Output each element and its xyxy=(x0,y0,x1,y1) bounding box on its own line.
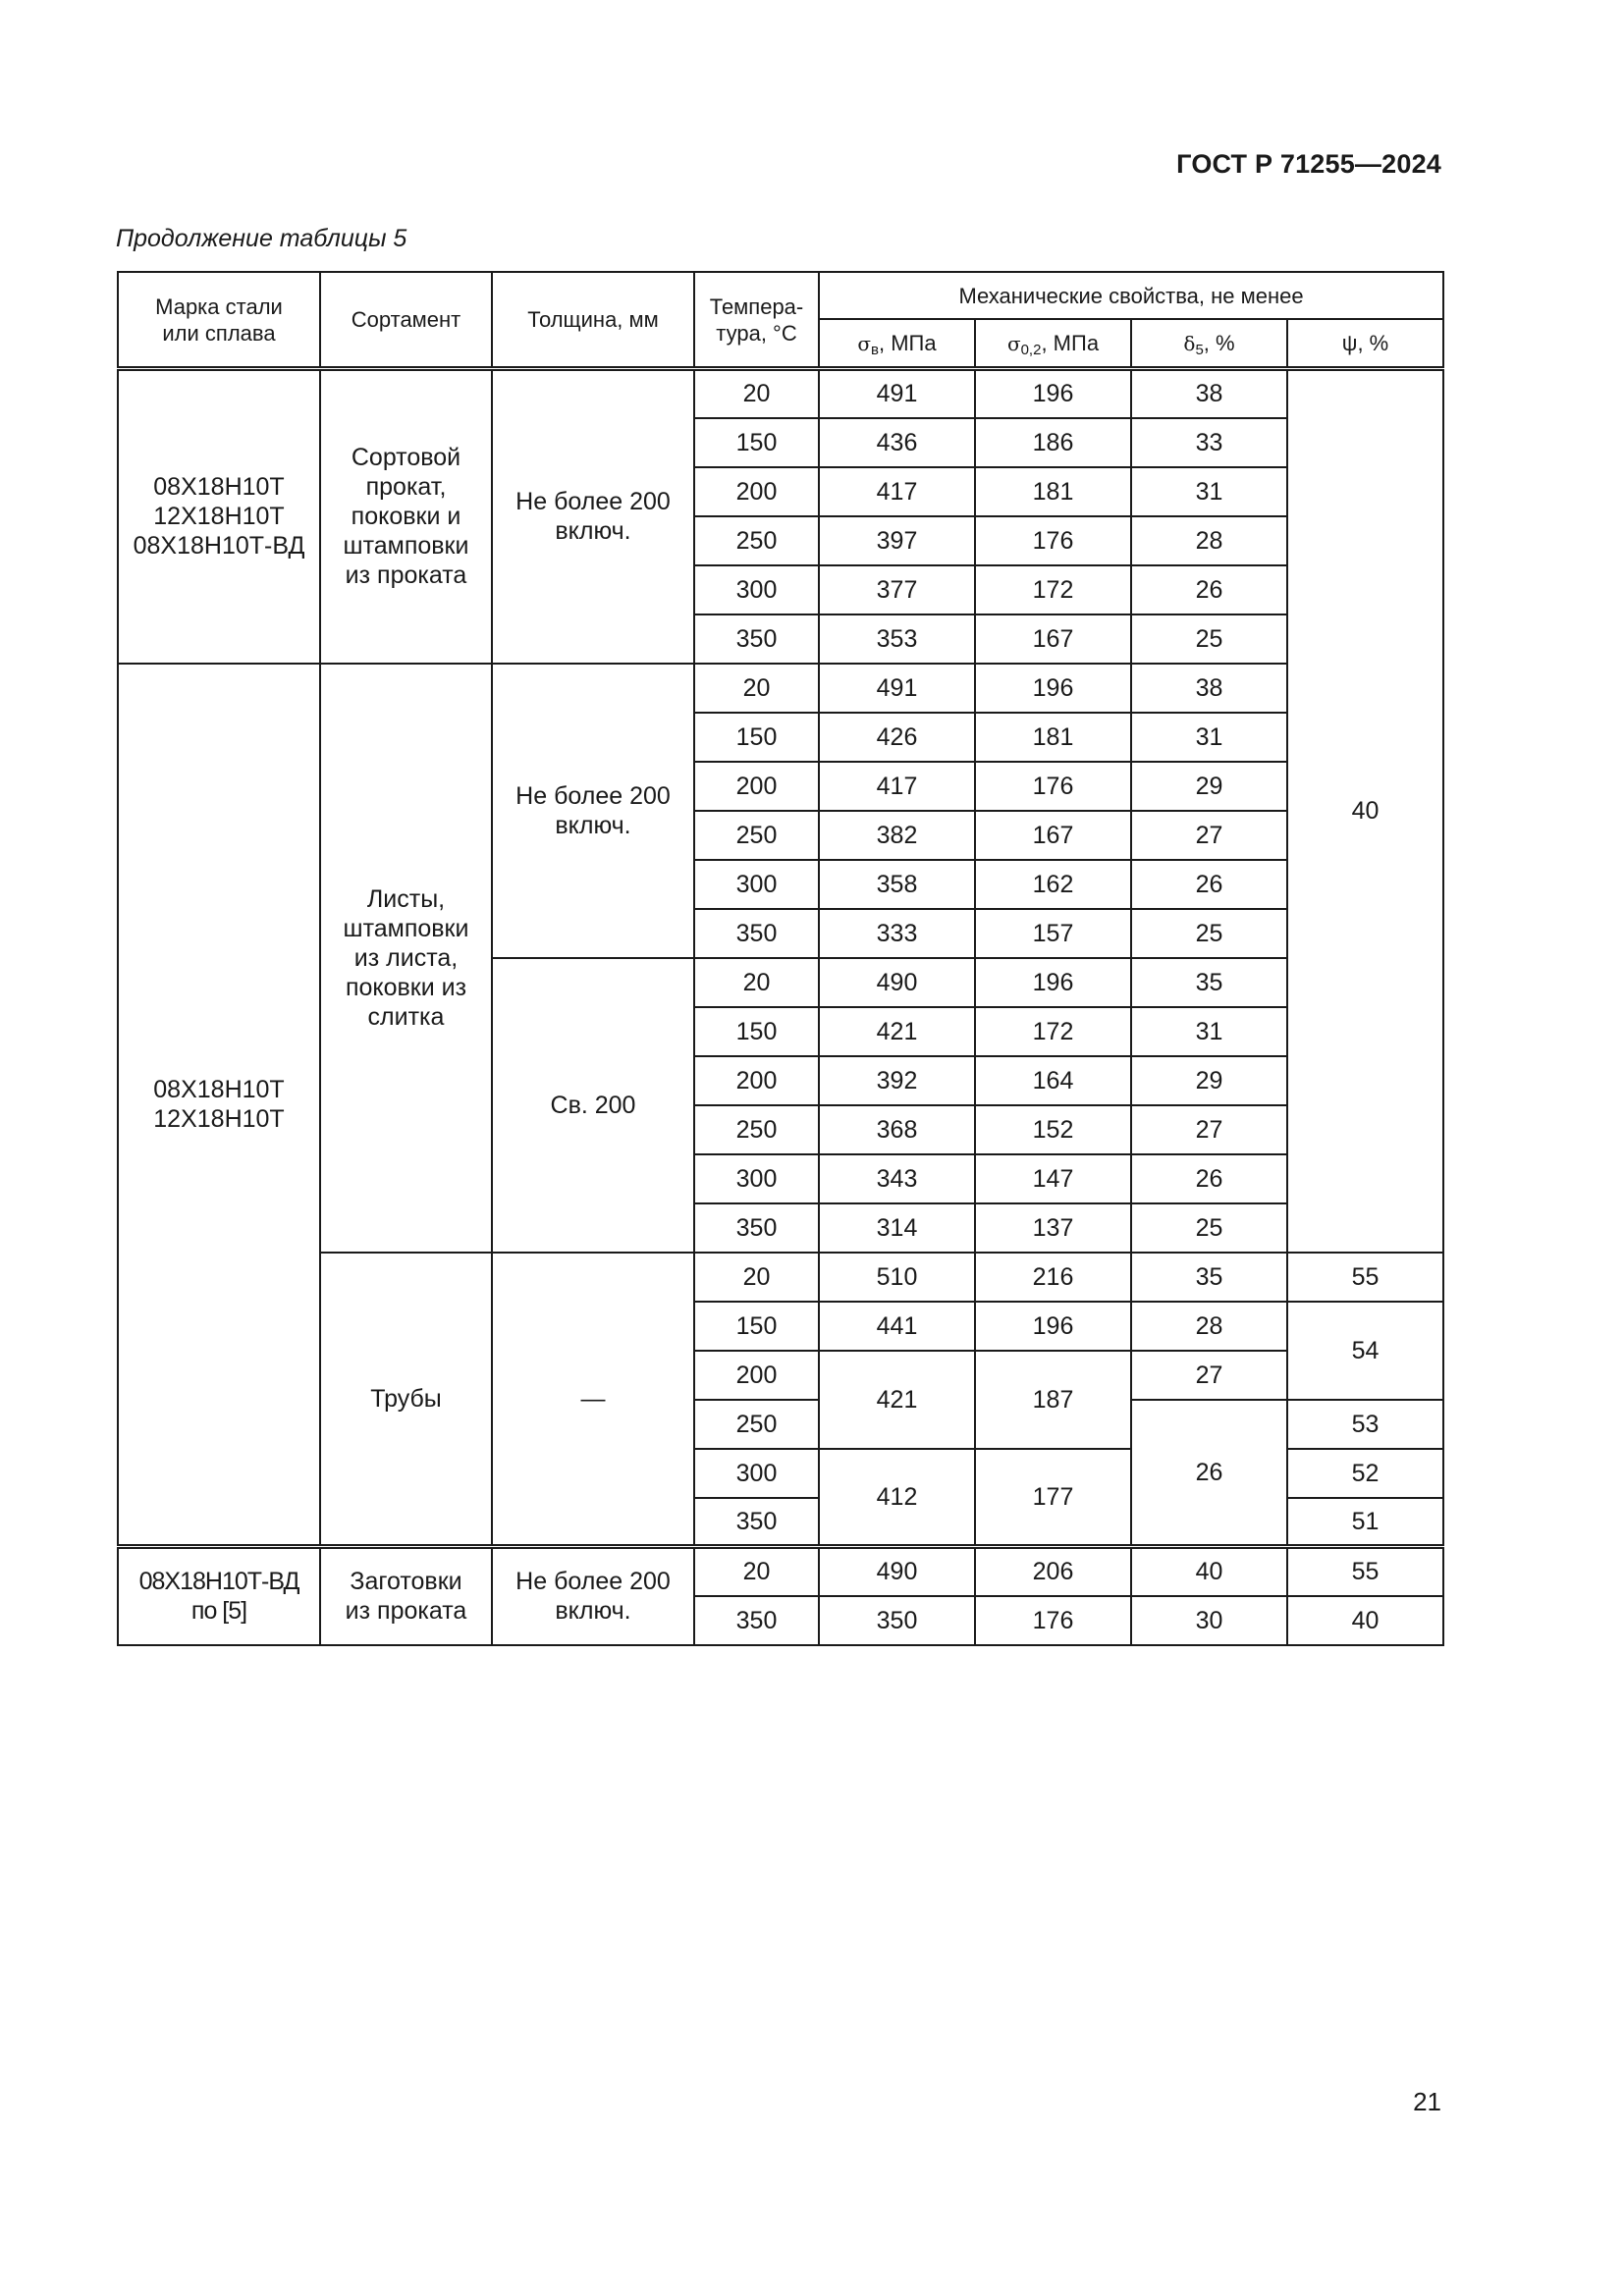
sigma-b-cell: 333 xyxy=(819,909,975,958)
temp-cell: 150 xyxy=(694,418,819,467)
temp-cell: 20 xyxy=(694,1253,819,1302)
psi-merged-cell: 40 xyxy=(1287,369,1443,1253)
header-grade: Марка стали или сплава xyxy=(118,272,320,369)
sigma-02-cell: 164 xyxy=(975,1056,1131,1105)
sigma-02-cell: 196 xyxy=(975,1302,1131,1351)
delta-cell: 28 xyxy=(1131,516,1287,565)
sigma-b-cell: 350 xyxy=(819,1596,975,1645)
sigma-02-cell: 137 xyxy=(975,1203,1131,1253)
grade-cell: 08Х18Н10Т 12Х18Н10Т 08Х18Н10Т-ВД xyxy=(118,369,320,664)
sigma-symbol: σ xyxy=(1006,331,1021,355)
sigma-02-cell: 176 xyxy=(975,762,1131,811)
sigma-b-cell: 314 xyxy=(819,1203,975,1253)
psi-cell: 52 xyxy=(1287,1449,1443,1498)
temp-cell: 20 xyxy=(694,664,819,713)
temp-cell: 300 xyxy=(694,565,819,614)
thickness-cell: Не более 200 включ. xyxy=(492,369,694,664)
temp-cell: 350 xyxy=(694,1498,819,1547)
header-thickness: Толщина, мм xyxy=(492,272,694,369)
delta-cell: 38 xyxy=(1131,369,1287,418)
psi-label: ψ, % xyxy=(1341,331,1389,355)
sigma-02-cell: 162 xyxy=(975,860,1131,909)
header-sigma-b xyxy=(819,319,975,369)
temp-cell: 300 xyxy=(694,860,819,909)
table-caption: Продолжение таблицы 5 xyxy=(116,225,407,252)
sigma-b-cell: 377 xyxy=(819,565,975,614)
sigma-02-unit: , МПа xyxy=(1041,330,1100,355)
temp-cell: 20 xyxy=(694,1547,819,1596)
sigma-02-cell: 177 xyxy=(975,1449,1131,1547)
sigma-02-cell: 206 xyxy=(975,1547,1131,1596)
standard-code: ГОСТ Р 71255—2024 xyxy=(1176,149,1441,179)
page-number: 21 xyxy=(1413,2087,1441,2116)
sigma-symbol: σ xyxy=(857,331,872,355)
sigma-02-cell: 216 xyxy=(975,1253,1131,1302)
delta-cell: 25 xyxy=(1131,1203,1287,1253)
sigma-02-cell: 172 xyxy=(975,565,1131,614)
delta-symbol: δ xyxy=(1183,331,1196,355)
temp-cell: 150 xyxy=(694,1302,819,1351)
assortment-cell: Сортовой прокат, поковки и штамповки из проката xyxy=(320,369,492,664)
delta-cell: 35 xyxy=(1131,958,1287,1007)
sigma-02-cell: 196 xyxy=(975,664,1131,713)
psi-cell: 55 xyxy=(1287,1253,1443,1302)
thickness-cell: Св. 200 xyxy=(492,958,694,1253)
temp-cell: 250 xyxy=(694,1400,819,1449)
sigma-b-cell: 368 xyxy=(819,1105,975,1154)
delta-cell: 26 xyxy=(1131,860,1287,909)
sigma-b-unit: , МПа xyxy=(879,330,937,355)
sigma-02-cell: 172 xyxy=(975,1007,1131,1056)
delta-cell: 38 xyxy=(1131,664,1287,713)
delta-cell: 33 xyxy=(1131,418,1287,467)
assortment-cell: Заготовки из проката xyxy=(320,1547,492,1645)
delta-cell: 31 xyxy=(1131,1007,1287,1056)
sigma-02-cell: 181 xyxy=(975,467,1131,516)
grade-cell: 08Х18Н10Т 12Х18Н10Т xyxy=(118,664,320,1547)
psi-cell: 54 xyxy=(1287,1302,1443,1400)
sigma-02-cell: 167 xyxy=(975,811,1131,860)
thickness-cell: — xyxy=(492,1253,694,1547)
sigma-b-cell: 392 xyxy=(819,1056,975,1105)
delta-cell: 31 xyxy=(1131,467,1287,516)
sigma-b-cell: 358 xyxy=(819,860,975,909)
thickness-cell: Не более 200 включ. xyxy=(492,664,694,958)
temp-cell: 350 xyxy=(694,614,819,664)
sigma-b-cell: 417 xyxy=(819,762,975,811)
delta-unit: , % xyxy=(1203,330,1235,355)
delta-cell: 27 xyxy=(1131,811,1287,860)
sigma-b-cell: 426 xyxy=(819,713,975,762)
delta-cell: 25 xyxy=(1131,909,1287,958)
delta-cell: 29 xyxy=(1131,1056,1287,1105)
sigma-b-cell: 382 xyxy=(819,811,975,860)
sigma-02-cell: 167 xyxy=(975,614,1131,664)
header-psi xyxy=(1287,319,1443,369)
delta-cell: 25 xyxy=(1131,614,1287,664)
temp-cell: 300 xyxy=(694,1449,819,1498)
sigma-b-cell: 436 xyxy=(819,418,975,467)
sigma-b-cell: 412 xyxy=(819,1449,975,1547)
psi-cell: 53 xyxy=(1287,1400,1443,1449)
psi-cell: 40 xyxy=(1287,1596,1443,1645)
delta-cell: 30 xyxy=(1131,1596,1287,1645)
sigma-02-cell: 186 xyxy=(975,418,1131,467)
sigma-02-cell: 181 xyxy=(975,713,1131,762)
sigma-02-cell: 147 xyxy=(975,1154,1131,1203)
temp-cell: 20 xyxy=(694,369,819,418)
sigma-02-cell: 152 xyxy=(975,1105,1131,1154)
delta-cell: 26 xyxy=(1131,1400,1287,1547)
sigma-02-cell: 196 xyxy=(975,958,1131,1007)
thickness-cell: Не более 200 включ. xyxy=(492,1547,694,1645)
assortment-cell: Листы, штамповки из листа, поковки из слитка xyxy=(320,664,492,1253)
sigma-b-cell: 353 xyxy=(819,614,975,664)
header-assortment: Сортамент xyxy=(320,272,492,369)
temp-cell: 250 xyxy=(694,811,819,860)
sigma-b-cell: 421 xyxy=(819,1007,975,1056)
sigma-b-cell: 491 xyxy=(819,369,975,418)
table-row xyxy=(118,664,1443,713)
temp-cell: 250 xyxy=(694,1105,819,1154)
table-row xyxy=(118,369,1443,418)
sigma-02-cell: 157 xyxy=(975,909,1131,958)
mechanical-properties-table xyxy=(117,271,1444,1646)
delta-cell: 35 xyxy=(1131,1253,1287,1302)
sigma-02-cell: 176 xyxy=(975,516,1131,565)
sigma-b-cell: 343 xyxy=(819,1154,975,1203)
grade-cell: 08Х18Н10Т-ВД по [5] xyxy=(118,1547,320,1645)
delta-cell: 29 xyxy=(1131,762,1287,811)
temp-cell: 150 xyxy=(694,1007,819,1056)
psi-cell: 51 xyxy=(1287,1498,1443,1547)
delta-cell: 26 xyxy=(1131,1154,1287,1203)
temp-cell: 150 xyxy=(694,713,819,762)
temp-cell: 200 xyxy=(694,1351,819,1400)
sigma-b-cell: 490 xyxy=(819,1547,975,1596)
temp-cell: 200 xyxy=(694,1056,819,1105)
sigma-02-cell: 176 xyxy=(975,1596,1131,1645)
delta-cell: 31 xyxy=(1131,713,1287,762)
sigma-b-subscript: в xyxy=(871,341,879,358)
table-row xyxy=(118,1547,1443,1596)
header-sigma-02 xyxy=(975,319,1131,369)
delta-cell: 26 xyxy=(1131,565,1287,614)
table-body xyxy=(118,369,1443,1645)
sigma-b-cell: 441 xyxy=(819,1302,975,1351)
sigma-02-subscript: 0,2 xyxy=(1020,341,1042,358)
sigma-b-cell: 490 xyxy=(819,958,975,1007)
delta-cell: 27 xyxy=(1131,1105,1287,1154)
header-delta-5 xyxy=(1131,319,1287,369)
delta-subscript: 5 xyxy=(1195,341,1204,358)
temp-cell: 350 xyxy=(694,909,819,958)
temp-cell: 200 xyxy=(694,762,819,811)
temp-cell: 350 xyxy=(694,1203,819,1253)
header-mechanical-properties: Механические свойства, не менее xyxy=(819,272,1443,319)
temp-cell: 200 xyxy=(694,467,819,516)
sigma-02-cell: 196 xyxy=(975,369,1131,418)
assortment-cell: Трубы xyxy=(320,1253,492,1547)
sigma-02-cell: 187 xyxy=(975,1351,1131,1449)
sigma-b-cell: 421 xyxy=(819,1351,975,1449)
temp-cell: 300 xyxy=(694,1154,819,1203)
temp-cell: 350 xyxy=(694,1596,819,1645)
table-header xyxy=(118,272,1443,369)
delta-cell: 27 xyxy=(1131,1351,1287,1400)
sigma-b-cell: 397 xyxy=(819,516,975,565)
psi-cell: 55 xyxy=(1287,1547,1443,1596)
delta-cell: 28 xyxy=(1131,1302,1287,1351)
delta-cell: 40 xyxy=(1131,1547,1287,1596)
sigma-b-cell: 510 xyxy=(819,1253,975,1302)
temp-cell: 250 xyxy=(694,516,819,565)
sigma-b-cell: 491 xyxy=(819,664,975,713)
sigma-b-cell: 417 xyxy=(819,467,975,516)
header-temperature: Темпера-тура, °С xyxy=(694,272,819,369)
temp-cell: 20 xyxy=(694,958,819,1007)
